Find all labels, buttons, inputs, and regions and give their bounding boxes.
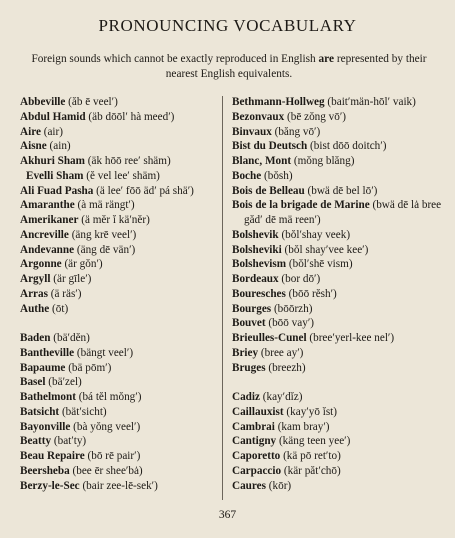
entry-pronunciation: (ain) <box>49 140 71 153</box>
entry-pronunciation: (bē zŏng vō′) <box>287 110 347 123</box>
intro-text-end: represented by their nearest English equivalents. <box>165 53 427 80</box>
vocabulary-entry <box>20 464 216 479</box>
entry-headword: Berzy-le-Sec <box>20 479 80 492</box>
vocabulary-entry <box>232 139 442 154</box>
entry-pronunciation: (bee ēr shee′bȧ) <box>72 464 143 477</box>
vocabulary-entry <box>232 243 442 258</box>
vocabulary-entry <box>232 272 442 287</box>
vocabulary-entry <box>20 272 216 287</box>
entry-pronunciation: (kay′yō ĭst) <box>286 405 338 418</box>
entry-headword: Amerikaner <box>20 214 79 226</box>
entry-headword: Abbeville <box>20 96 66 108</box>
entry-headword: Cantigny <box>232 435 277 448</box>
entry-pronunciation: (ĕ vel lee′ shäm) <box>86 169 160 182</box>
vocabulary-entry <box>232 287 442 302</box>
vocabulary-entry <box>232 346 442 361</box>
vocabulary-entry <box>20 405 216 420</box>
entry-headword: Bezonvaux <box>232 110 285 123</box>
vocabulary-entry <box>20 331 216 346</box>
vocabulary-entry <box>20 169 216 184</box>
entry-pronunciation: (kōr) <box>268 479 292 492</box>
entry-pronunciation: (bwä dē bel lō′) <box>307 184 378 197</box>
entry-headword: Argonne <box>20 258 62 271</box>
entry-headword: Beau Repaire <box>20 450 85 462</box>
vocabulary-entry <box>232 95 442 110</box>
vocabulary-entry <box>20 346 216 361</box>
vocabulary-entry <box>20 228 216 243</box>
vocabulary-entry <box>20 139 216 154</box>
entry-pronunciation: (ä lee′ fōō äd′ pá shä′) <box>96 184 194 197</box>
entry-pronunciation: (bree ay′) <box>260 346 304 359</box>
vocabulary-entry <box>20 302 216 317</box>
entry-headword: Brieulles-Cunel <box>232 332 307 344</box>
entry-headword: Beatty <box>20 435 52 448</box>
entry-headword: Bapaume <box>20 361 66 374</box>
vocabulary-entry <box>20 449 216 464</box>
entry-headword: Aire <box>20 125 41 138</box>
entry-headword: Bayonville <box>20 420 71 433</box>
vocabulary-entry <box>20 434 216 449</box>
vocabulary-entry <box>232 464 442 479</box>
vocabulary-entry <box>20 257 216 272</box>
entry-headword: Bourges <box>232 302 272 315</box>
entry-headword: Ali Fuad Pasha <box>20 184 94 197</box>
entry-pronunciation: (käng teen yee′) <box>278 435 351 448</box>
entry-headword: Bois de Belleau <box>232 184 305 197</box>
entry-pronunciation: (kär păt′chō) <box>283 464 341 477</box>
entry-pronunciation: (bängt veel′) <box>76 346 134 359</box>
entry-pronunciation: (äb dōōl′ hà meed′) <box>88 110 175 123</box>
entry-pronunciation: (bōō vay′) <box>268 317 314 330</box>
entry-pronunciation: (bō rē pair′) <box>87 450 141 462</box>
entry-pronunciation: (bŏl′shē vism) <box>288 258 353 271</box>
vocabulary-entry <box>232 154 442 169</box>
vocabulary-entry <box>20 198 216 213</box>
entry-pronunciation: (ä mĕr ĭ kä′nĕr) <box>81 214 150 226</box>
vocabulary-entry <box>20 95 216 110</box>
vocabulary-entry <box>232 110 442 125</box>
column-divider <box>222 96 223 500</box>
vocabulary-entry <box>232 449 442 464</box>
entry-pronunciation: (bá tĕl mŏng′) <box>78 391 142 403</box>
vocabulary-entry <box>232 169 442 184</box>
entry-headword: Briey <box>232 346 259 359</box>
entry-pronunciation: (ăb ē veel′) <box>68 96 118 108</box>
vocabulary-column-left <box>20 95 216 493</box>
vocabulary-entry <box>20 375 216 390</box>
vocabulary-entry <box>232 361 442 376</box>
vocabulary-entry <box>20 479 216 494</box>
vocabulary-entry <box>232 198 442 228</box>
entry-headword: Bathelmont <box>20 391 76 403</box>
entry-pronunciation: (kä pō ret′to) <box>283 450 341 462</box>
entry-pronunciation: (bä pōm′) <box>68 361 112 374</box>
entry-headword: Batsicht <box>20 405 60 418</box>
entry-headword: Abdul Hamid <box>20 110 86 123</box>
entry-pronunciation: (air) <box>43 125 63 138</box>
entry-headword: Akhuri Sham <box>20 155 85 167</box>
entry-pronunciation: (bŏl shay′vee kee′) <box>284 243 369 256</box>
entry-headword: Bantheville <box>20 346 75 359</box>
entry-headword: Caillauxist <box>232 405 284 418</box>
entry-pronunciation: (bŏl′shay veek) <box>281 228 351 241</box>
intro-text-start: Foreign sounds which cannot be exactly reproduced in English <box>31 53 319 65</box>
vocabulary-entry <box>232 125 442 140</box>
entry-pronunciation: (är gŏn′) <box>64 258 103 271</box>
entry-pronunciation: (äk hōō ree′ shäm) <box>87 155 171 167</box>
vocabulary-entry <box>232 434 442 449</box>
vocabulary-entry <box>232 302 442 317</box>
vocabulary-entry <box>232 479 442 494</box>
vocabulary-entry <box>20 361 216 376</box>
entry-headword: Caporetto <box>232 450 281 462</box>
entry-headword: Blanc, Mont <box>232 155 292 167</box>
vocabulary-column-right <box>232 95 442 493</box>
vocabulary-entry <box>20 110 216 125</box>
vocabulary-entry <box>232 184 442 199</box>
intro-text-strong: are <box>318 53 334 65</box>
intro-paragraph <box>24 52 434 82</box>
page-number: 367 <box>218 509 237 521</box>
entry-pronunciation: (bŏsh) <box>264 169 293 182</box>
entry-headword: Authe <box>20 302 50 315</box>
entry-pronunciation: (bä′zel) <box>48 376 82 389</box>
entry-headword: Caures <box>232 479 266 492</box>
vocabulary-entry <box>232 390 442 405</box>
entry-headword: Basel <box>20 376 46 389</box>
entry-headword: Bordeaux <box>232 273 279 285</box>
entry-headword: Bolshevism <box>232 258 287 271</box>
vocabulary-entry <box>20 154 216 169</box>
entry-headword: Amaranthe <box>20 199 75 212</box>
entry-headword: Ancreville <box>20 228 69 241</box>
entry-pronunciation: (à mä rängt′) <box>77 199 135 212</box>
entry-headword: Bist du Deutsch <box>232 140 308 153</box>
entry-headword: Argyll <box>20 273 51 285</box>
entry-headword: Bolsheviki <box>232 243 282 256</box>
entry-headword: Bouvet <box>232 317 266 330</box>
entry-pronunciation: (bair zee-lē-sek′) <box>82 479 158 492</box>
entry-pronunciation: (äng dē vän′) <box>76 243 136 256</box>
entry-pronunciation: (breezh) <box>268 361 306 374</box>
entry-pronunciation: (bōōrzh) <box>273 302 313 315</box>
entry-pronunciation: (ōt) <box>52 302 69 315</box>
entry-headword: Bois de la brigade de Marine <box>232 199 370 212</box>
vocabulary-entry <box>232 316 442 331</box>
entry-headword: Baden <box>20 332 51 344</box>
entry-pronunciation: (bà yŏng veel′) <box>73 420 141 433</box>
vocabulary-entry <box>232 257 442 272</box>
entry-headword: Aisne <box>20 140 47 153</box>
vocabulary-entry <box>20 420 216 435</box>
entry-headword: Cadiz <box>232 391 260 403</box>
entry-headword: Arras <box>20 287 48 300</box>
vocabulary-entry <box>232 331 442 346</box>
entry-pronunciation: (bōō rĕsh′) <box>288 287 337 300</box>
vocabulary-entry <box>20 390 216 405</box>
entry-headword: Cambrai <box>232 420 275 433</box>
entry-pronunciation: (äng krē veel′) <box>71 228 137 241</box>
entry-pronunciation: (bait′män-hōl′ vaik) <box>327 96 416 108</box>
entry-headword: Andevanne <box>20 243 75 256</box>
entry-pronunciation: (är gīle′) <box>53 273 92 285</box>
entry-headword: Bolshevik <box>232 228 279 241</box>
vocabulary-entry <box>20 287 216 302</box>
entry-headword: Beersheba <box>20 464 70 477</box>
entry-pronunciation: (ä räs′) <box>50 287 82 300</box>
entry-pronunciation: (băng vō′) <box>274 125 321 138</box>
vocabulary-entry <box>20 213 216 228</box>
entry-pronunciation: (kam bray′) <box>277 420 330 433</box>
entry-pronunciation: (bor dō′) <box>281 273 321 285</box>
entry-headword: Boche <box>232 169 262 182</box>
vocabulary-entry <box>20 125 216 140</box>
entry-pronunciation: (kay′dĭz) <box>262 391 303 403</box>
entry-headword: Bouresches <box>232 287 286 300</box>
page-title: PRONOUNCING VOCABULARY <box>98 16 357 35</box>
entry-headword: Bethmann-Hollweg <box>232 96 325 108</box>
entry-pronunciation: (bwä dē lȧ bree găd′ dē mä reen′) <box>244 199 442 226</box>
entry-headword: Carpaccio <box>232 464 282 477</box>
entry-pronunciation: (bat′ty) <box>53 435 87 448</box>
vocabulary-entry <box>232 405 442 420</box>
entry-headword: Binvaux <box>232 125 272 138</box>
entry-pronunciation: (bist dōō doitch′) <box>310 140 387 153</box>
entry-pronunciation: (bree′yerl-kee nel′) <box>309 332 395 344</box>
vocabulary-entry <box>20 243 216 258</box>
vocabulary-entry <box>232 420 442 435</box>
entry-headword: Bruges <box>232 361 266 374</box>
entry-pronunciation: (bät′sicht) <box>61 405 107 418</box>
entry-headword: Evelli Sham <box>26 169 84 182</box>
vocabulary-entry <box>232 228 442 243</box>
entry-pronunciation: (mŏng blăng) <box>293 155 355 167</box>
vocabulary-entry <box>20 184 216 199</box>
entry-pronunciation: (bä′dĕn) <box>53 332 90 344</box>
